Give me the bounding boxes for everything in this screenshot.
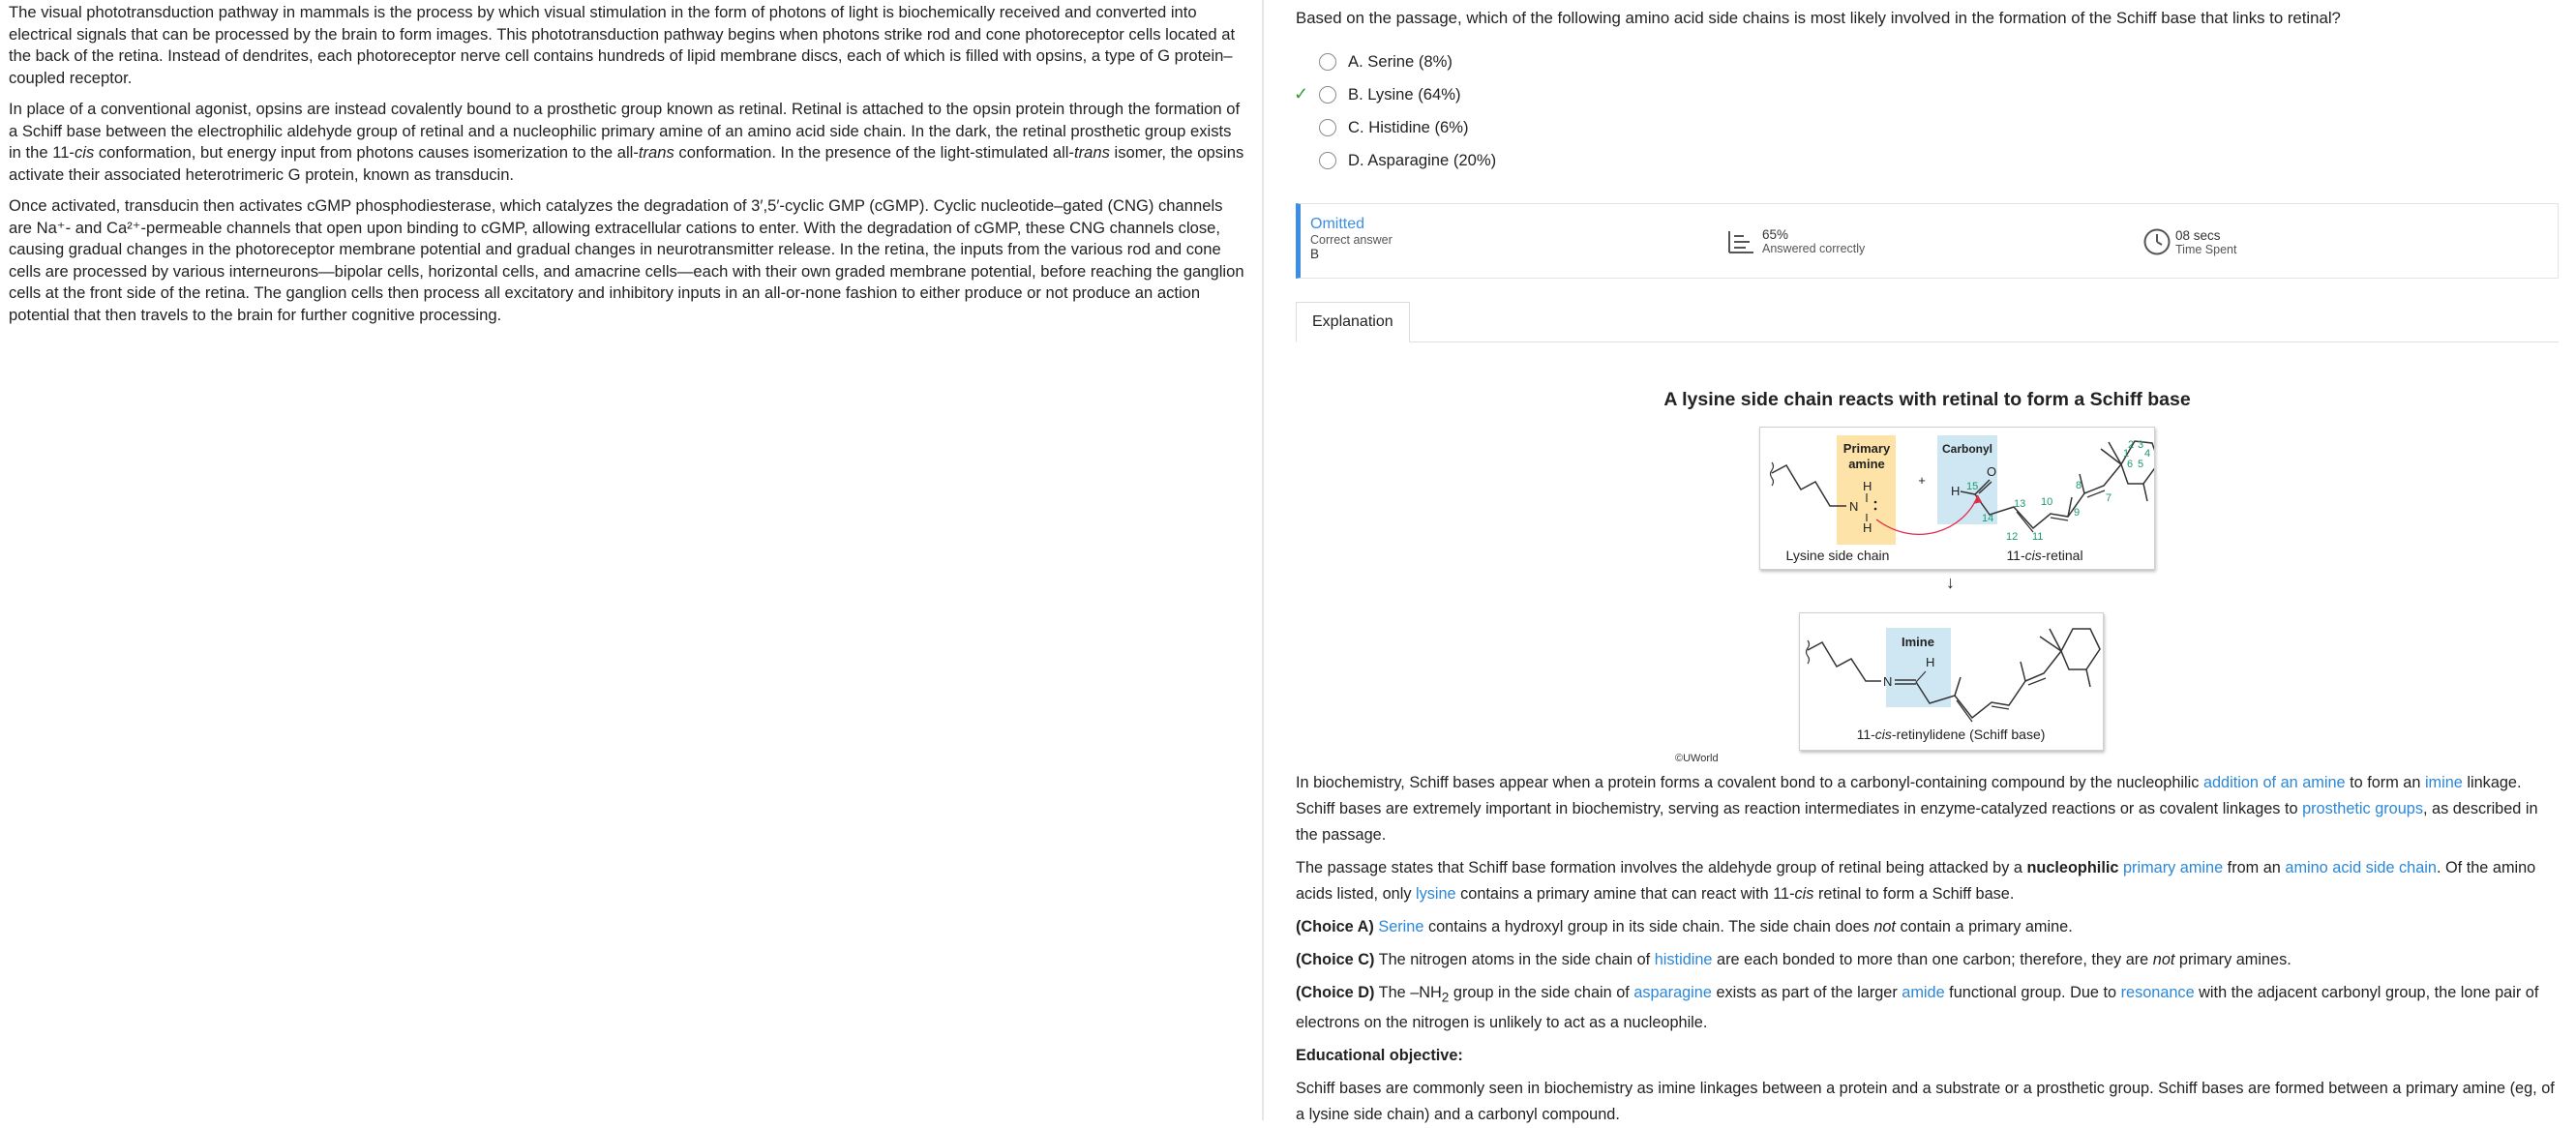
carbon-number: 15: [1966, 481, 1979, 492]
carbon-number: 12: [2006, 531, 2019, 543]
reactant-box: [1759, 427, 2155, 570]
link-asparagine[interactable]: asparagine: [1633, 984, 1712, 1001]
passage-text: conformation. In the presence of the light-stimulated all-: [674, 143, 1074, 162]
choice-a[interactable]: [1296, 45, 2559, 78]
link-amino-acid-side-chain[interactable]: amino acid side chain: [2285, 859, 2437, 876]
plus-sign: +: [1918, 473, 1926, 488]
link-lysine[interactable]: lysine: [1415, 885, 1456, 903]
reaction-arrow-icon: ↓: [1946, 573, 1955, 592]
passage-text: isomer, the opsins activate their associated heterotrimeric G protein, known as transducin.: [9, 143, 1244, 184]
passage-italic: trans: [638, 143, 674, 162]
carbon-number: 1: [2123, 448, 2130, 460]
italic-text: not: [1873, 918, 1896, 935]
carbon-number: 6: [2127, 459, 2134, 470]
reaction-figure: [1296, 412, 2559, 770]
link-prosthetic-groups[interactable]: prosthetic groups: [2302, 800, 2423, 817]
text: functional group. Due to: [1944, 984, 2121, 1001]
explanation-choice-d: [1296, 980, 2559, 1036]
link-addition-of-an-amine[interactable]: addition of an amine: [2202, 774, 2346, 791]
passage-text: In place of a conventional agonist, opsins are instead covalently bound to a prosthetic group known as retinal. Retinal is attached to the opsin protein through the formation of a Schiff base between the electrophilic aldehyde group of retinal and a nucleophilic primary amine of an amino acid side chain. In the dark, the retinal prosthetic group exists in the 11-: [9, 100, 1241, 162]
product-structure: [1800, 613, 2103, 750]
carbon-number: 4: [2144, 448, 2151, 460]
radio-button[interactable]: [1319, 152, 1336, 169]
choice-label: (Choice D): [1296, 984, 1375, 1001]
carbon-number: 8: [2076, 480, 2082, 491]
time-label: Time Spent: [2175, 242, 2237, 256]
text: linkage. Schiff bases are extremely important in biochemistry, serving as reaction intermediates in enzyme-catalyzed reactions or as covalent linkages to: [1296, 774, 2522, 817]
text: The nitrogen atoms in the side chain of: [1374, 951, 1655, 968]
hydrogen-atom: H: [1951, 484, 1961, 498]
link-primary-amine[interactable]: primary amine: [2122, 859, 2224, 876]
correct-answer-value: B: [1310, 247, 1320, 261]
explanation-choice-a: [1296, 914, 2559, 940]
hydrogen-atom: H: [1863, 520, 1872, 535]
tab-explanation[interactable]: Explanation: [1296, 302, 1410, 342]
educational-objective-text: Schiff bases are commonly seen in biochemistry as imine linkages between a protein and a substrate or a prosthetic group. Schiff bases are formed between a primary amine (eg, of a lysine side chain) and a carbonyl compound.: [1296, 1080, 2555, 1124]
product-box: [1799, 612, 2104, 751]
percent-label: Answered correctly: [1762, 242, 1866, 255]
choice-label: (Choice C): [1296, 951, 1375, 968]
passage-panel: [0, 0, 1264, 1120]
text: are each bonded to more than one carbon; therefore, they are: [1712, 951, 2153, 968]
explanation-paragraph-2: [1296, 855, 2559, 907]
text: The passage states that Schiff base formation involves the aldehyde group of retinal being attacked by a: [1296, 859, 2027, 876]
text: primary amines.: [2174, 951, 2291, 968]
stat-percent: [1726, 227, 1865, 255]
bar-chart-icon: [1726, 228, 1755, 255]
text: contain a primary amine.: [1895, 918, 2073, 935]
svg-text:amine: amine: [1848, 457, 1885, 471]
choice-b[interactable]: [1296, 78, 2559, 111]
stat-time: [2142, 227, 2236, 256]
carbon-number: 3: [2138, 439, 2144, 451]
percent-value: 65%: [1762, 227, 1789, 242]
link-amide[interactable]: amide: [1902, 984, 1945, 1001]
status-omitted: Omitted: [1310, 216, 1365, 232]
hydrogen-atom: H: [1926, 655, 1935, 669]
reactant-structure: [1760, 428, 2154, 569]
passage-paragraph-1: The visual phototransduction pathway in mammals is the process by which visual stimulation in the form of photons of light is biochemically received and converted into electrical signals that can be processed by the brain to form images. This phototransduction pathway begins when photons strike rod and cone photoreceptor cells located at the back of the retina. Instead of dendrites, each photoreceptor nerve cell contains hundreds of lipid membrane discs, each of which is filled with opsins, a type of G protein–coupled receptor.: [9, 3, 1236, 87]
explanation-body: [1296, 770, 2559, 1128]
clock-icon: [2142, 227, 2172, 256]
text: group in the side chain of: [1449, 984, 1634, 1001]
choice-c[interactable]: [1296, 111, 2559, 144]
radio-button[interactable]: [1319, 53, 1336, 71]
educational-objective-title: Educational objective:: [1296, 1047, 1463, 1065]
link-serine[interactable]: Serine: [1378, 918, 1424, 935]
stat-status: [1310, 216, 1393, 261]
text: The –NH: [1374, 984, 1442, 1001]
text: . Of the amino acids listed, only: [1296, 859, 2536, 903]
italic-text: not: [2152, 951, 2175, 968]
lysine-side-chain-label: Lysine side chain: [1785, 548, 1890, 563]
nitrogen-atom: N: [1883, 674, 1893, 689]
text: , as described in the passage.: [1296, 800, 2538, 844]
passage-paragraph-2: [9, 99, 1244, 186]
carbon-number: 2: [2128, 439, 2135, 451]
carbon-number: 14: [1982, 513, 1994, 524]
passage-italic: cis: [74, 143, 95, 162]
explanation-paragraph-1: [1296, 770, 2559, 848]
link-histidine[interactable]: histidine: [1654, 951, 1713, 968]
question-stem: Based on the passage, which of the following amino acid side chains is most likely involved in the formation of the Schiff base that links to retinal?: [1296, 9, 2341, 27]
answer-choices: [1296, 45, 2559, 177]
text: exists as part of the larger: [1711, 984, 1902, 1001]
correct-check-icon: ✓: [1294, 84, 1309, 104]
choice-label: C. Histidine (6%): [1348, 118, 1469, 136]
text: In biochemistry, Schiff bases appear when a protein forms a covalent bond to a carbonyl-containing compound by the nucleophilic: [1296, 774, 2203, 791]
radio-button[interactable]: [1319, 119, 1336, 136]
figure-title: A lysine side chain reacts with retinal to form a Schiff base: [1663, 389, 2191, 410]
text: retinal to form a Schiff base.: [1813, 885, 2015, 903]
radio-button[interactable]: [1319, 86, 1336, 104]
text: contains a primary amine that can react with 11-: [1455, 885, 1795, 903]
stats-bar: [1296, 203, 2559, 279]
text: contains a hydroxyl group in its side chain. The side chain does: [1423, 918, 1874, 935]
carbon-number: 11: [2032, 531, 2044, 543]
primary-amine-label: Primary: [1842, 441, 1891, 456]
bold-text: nucleophilic: [2026, 859, 2119, 876]
time-value: 08 secs: [2175, 227, 2221, 243]
link-resonance[interactable]: resonance: [2120, 984, 2195, 1001]
nitrogen-atom: N: [1849, 499, 1859, 514]
carbon-number: 5: [2138, 459, 2144, 470]
explanation-choice-c: [1296, 947, 2559, 973]
text: to form an: [2345, 774, 2425, 791]
text: with the adjacent carbonyl group, the lone pair of electrons on the nitrogen is unlikely to act as a nucleophile.: [1296, 984, 2539, 1032]
carbon-number: 7: [2106, 492, 2112, 504]
choice-label: A. Serine (8%): [1348, 52, 1453, 71]
choice-d[interactable]: [1296, 144, 2559, 177]
text: from an: [2223, 859, 2286, 876]
passage-text: conformation, but energy input from photons causes isomerization to the all-: [94, 143, 639, 162]
carbon-number: 9: [2074, 507, 2081, 519]
retinal-label: 11-cis-retinal: [2006, 548, 2083, 563]
imine-label: Imine: [1902, 635, 1934, 649]
subscript: 2: [1441, 990, 1450, 1005]
oxygen-atom: O: [1987, 464, 1997, 479]
carbon-number: 13: [2014, 498, 2026, 510]
carbonyl-label: Carbonyl: [1941, 442, 1993, 456]
question-panel: [1266, 0, 2576, 1124]
copyright-text: ©UWorld: [1675, 753, 1719, 764]
passage-italic: trans: [1074, 143, 1110, 162]
italic-text: cis: [1794, 885, 1814, 903]
correct-answer-label: Correct answer: [1310, 233, 1393, 247]
choice-label: B. Lysine (64%): [1348, 85, 1461, 104]
product-label: 11-cis-retinylidene (Schiff base): [1856, 727, 2046, 742]
explanation-tabs: [1296, 303, 2559, 342]
carbon-number: 10: [2041, 496, 2053, 508]
choice-label: D. Asparagine (20%): [1348, 151, 1497, 169]
hydrogen-atom: H: [1863, 479, 1872, 493]
link-imine[interactable]: imine: [2424, 774, 2463, 791]
passage-paragraph-3: Once activated, transducin then activates cGMP phosphodiesterase, which catalyzes the degradation of 3′,5′-cyclic GMP (cGMP). Cyclic nucleotide–gated (CNG) channels are Na⁺- and Ca²⁺-permeable channels that open upon binding to cGMP, allowing extracellular cations to enter. With the degradation of cGMP, these CNG channels close, causing gradual changes in the photoreceptor membrane potential and gradual changes in neurotransmitter release. In the retina, the inputs from the various rod and cone cells are processed by various interneurons—bipolar cells, horizontal cells, and amacrine cells—each with their own graded membrane potential, before reaching the ganglion cells at the front side of the retina. The ganglion cells then process all excitatory and inhibitory inputs in an all-or-none fashion to either produce or not produce an action potential that then travels to the brain for further cognitive processing.: [9, 196, 1244, 324]
choice-label: (Choice A): [1296, 918, 1374, 935]
